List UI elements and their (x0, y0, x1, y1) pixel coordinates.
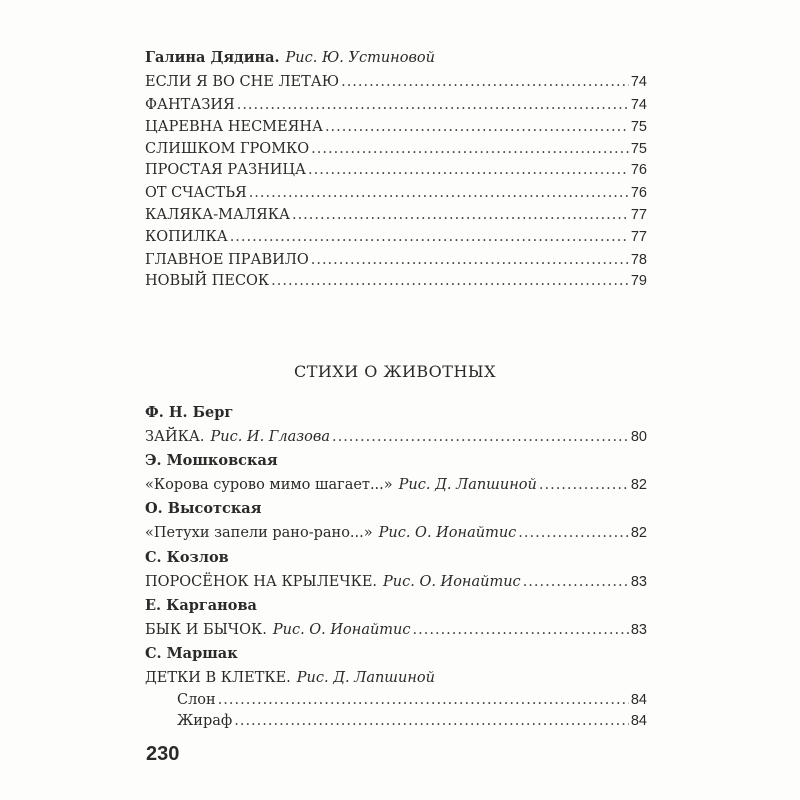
entry-title: ФАНТАЗИЯ (145, 97, 235, 113)
author-name: О. Высотская (145, 500, 262, 517)
dot-leader (539, 475, 629, 495)
toc-entry (145, 427, 647, 447)
entry-title: Слон (177, 692, 216, 708)
toc-entry (145, 183, 647, 203)
dot-leader (237, 95, 629, 115)
toc-entry (145, 403, 647, 423)
entry-title: «Петухи запели рано-рано...» (145, 525, 373, 541)
illustrator: Рис. Д. Лапшиной (398, 477, 537, 493)
page-number: 77 (630, 229, 647, 245)
page-number: 82 (630, 477, 647, 493)
entry-title: СЛИШКОМ ГРОМКО (145, 141, 310, 157)
toc-entry (145, 160, 647, 180)
entry-title: ЗАЙКА. (145, 429, 205, 445)
page-number: 84 (630, 692, 647, 708)
author-name: Ф. Н. Берг (145, 404, 234, 421)
page-number: 82 (630, 525, 647, 541)
entry-title: ЦАРЕВНА НЕСМЕЯНА (145, 119, 323, 135)
toc-entry (177, 690, 647, 710)
entry-title: ЕСЛИ Я ВО СНЕ ЛЕТАЮ (145, 74, 340, 90)
toc-entry (145, 95, 647, 115)
page-number: 84 (630, 713, 647, 729)
page-number: 78 (630, 252, 647, 268)
illustrator: Рис. О. Ионайтис (378, 525, 517, 541)
dot-leader (271, 271, 629, 291)
dot-leader (234, 711, 629, 731)
author-name: Е. Карганова (145, 597, 257, 614)
page-number: 83 (630, 622, 647, 638)
toc-entry (145, 620, 647, 640)
toc-entry (145, 72, 647, 92)
toc-entry (177, 711, 647, 731)
toc-entry (145, 596, 647, 616)
dot-leader (325, 117, 629, 137)
page-number: 77 (630, 207, 647, 223)
dot-leader (332, 427, 629, 447)
page-number: 76 (630, 185, 647, 201)
entry-title: ГЛАВНОЕ ПРАВИЛО (145, 252, 309, 268)
entry-title: ДЕТКИ В КЛЕТКЕ. (145, 670, 291, 686)
illustrator: Рис. О. Ионайтис (383, 574, 521, 590)
toc-entry (145, 139, 647, 159)
page-number: 79 (630, 273, 647, 289)
entry-title: ПРОСТАЯ РАЗНИЦА (145, 162, 307, 178)
entry-title: КОПИЛКА (145, 229, 228, 245)
page-number: 75 (630, 119, 647, 135)
toc-entry (145, 644, 647, 664)
toc-entry (145, 499, 647, 519)
dot-leader (523, 572, 629, 592)
toc-entry (145, 523, 647, 543)
page-number: 76 (630, 162, 647, 178)
toc-entry (145, 250, 647, 270)
author-line-dyadina (145, 48, 647, 68)
entry-title: ПОРОСЁНОК НА КРЫЛЕЧКЕ. (145, 574, 378, 590)
illustrator: Рис. О. Ионайтис (272, 622, 411, 638)
page-number: 230 (146, 743, 180, 765)
dot-leader (249, 183, 629, 203)
toc-entry (145, 451, 647, 471)
dot-leader (292, 205, 629, 225)
toc-entry (145, 572, 647, 592)
entry-title: ОТ СЧАСТЬЯ (145, 185, 247, 201)
illustrator: Рис. Д. Лапшиной (296, 670, 435, 686)
entry-title: БЫК И БЫЧОК. (145, 622, 267, 638)
dot-leader (218, 690, 629, 710)
page-number: 75 (630, 141, 647, 157)
author-name: Э. Мошковская (145, 452, 278, 469)
illustrator: Рис. Ю. Устиновой (285, 50, 435, 66)
dot-leader (311, 139, 629, 159)
section-heading: СТИХИ О ЖИВОТНЫХ (293, 362, 497, 381)
toc-entry (145, 475, 647, 495)
toc-entry (145, 271, 647, 291)
page-number: 83 (630, 574, 647, 590)
dot-leader (308, 160, 629, 180)
toc-entry (145, 227, 647, 247)
author-name: С. Козлов (145, 549, 229, 566)
toc-entry (145, 668, 647, 688)
entry-title: НОВЫЙ ПЕСОК (145, 273, 270, 289)
page-number: 74 (630, 74, 647, 90)
toc-entry (145, 548, 647, 568)
dot-leader (341, 72, 629, 92)
dot-leader (413, 620, 629, 640)
author-name: С. Маршак (145, 645, 238, 662)
dot-leader (230, 227, 629, 247)
dot-leader (518, 523, 629, 543)
author-name: Галина Дядина. (145, 49, 280, 66)
toc-entry (145, 205, 647, 225)
page-number: 74 (630, 97, 647, 113)
page-number: 80 (630, 429, 647, 445)
toc-entry (145, 117, 647, 137)
illustrator: Рис. И. Глазова (210, 429, 330, 445)
dot-leader (311, 250, 629, 270)
entry-title: «Корова сурово мимо шагает...» (145, 477, 393, 493)
entry-title: Жираф (177, 713, 233, 729)
entry-title: КАЛЯКА-МАЛЯКА (145, 207, 290, 223)
